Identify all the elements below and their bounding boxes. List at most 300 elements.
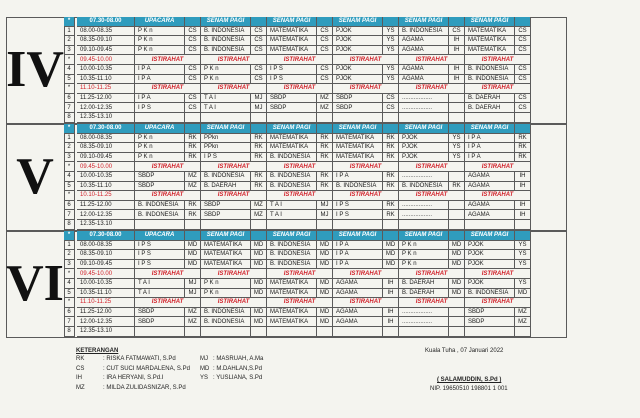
subject-cell: MATEMATIKA [201,241,251,251]
subject-cell: MATEMATIKA [267,308,317,318]
teacher-code-cell: MD [449,250,465,260]
teacher-code-cell: IH [515,210,531,220]
subject-cell: P K n [399,260,449,270]
subject-cell: P K n [135,46,185,56]
teacher-code-cell: MJ [185,279,201,289]
subject-cell: SBDP [267,103,317,113]
period-number: * [64,191,75,201]
teacher-code-cell: MZ [317,103,333,113]
teacher-code-cell: IH [449,65,465,75]
period-time: 11.10-11.25 [77,84,135,94]
teacher-code-cell [185,113,201,123]
teacher-code-cell: IH [449,36,465,46]
istirahat-break: ISTIRAHAT [267,269,333,279]
istirahat-break: ISTIRAHAT [465,84,531,94]
teacher-code-cell: CS [185,103,201,113]
subject-cell: AGAMA [333,289,383,299]
subject-cell: T A I [135,289,185,299]
subject-cell: SBDP [135,308,185,318]
period-number: 8 [64,327,75,337]
subject-cell: P K n [135,143,185,153]
legend-teacher-name: : MASRUAH, A.Ma [213,356,264,362]
teacher-code-cell: YS [383,75,399,85]
subject-cell [333,327,383,337]
header-teacher-cell [251,124,267,134]
subject-cell: AGAMA [465,182,515,192]
subject-cell: MATEMATIKA [465,27,515,37]
empty-slot: .................. [399,201,449,211]
header-teacher-cell [251,17,267,27]
subject-cell: PJOK [465,260,515,270]
teacher-code-cell [449,113,465,123]
teacher-code-cell: RK [251,172,267,182]
teacher-code-cell [515,113,531,123]
teacher-code-cell: MD [251,308,267,318]
subject-cell: MATEMATIKA [267,279,317,289]
header-upacara: UPACARA [135,124,185,134]
subject-cell: I P A [135,94,185,104]
teacher-code-cell [317,113,333,123]
teacher-code-cell: MZ [185,172,201,182]
subject-cell: SBDP [465,317,515,327]
teacher-code-cell: MZ [515,308,531,318]
empty-slot: .................. [399,103,449,113]
subject-cell: MATEMATIKA [465,36,515,46]
subject-cell: PJOK [333,46,383,56]
teacher-code-cell: RK [317,134,333,144]
subject-cell: B. INDONESIA [201,317,251,327]
teacher-code-cell: CS [515,94,531,104]
teacher-code-cell: CS [317,65,333,75]
subject-cell: MATEMATIKA [267,317,317,327]
subject-cell: AGAMA [333,317,383,327]
teacher-code-cell: CS [317,46,333,56]
teacher-code-cell: RK [383,153,399,163]
subject-cell: MATEMATIKA [267,143,317,153]
teacher-code-cell [449,172,465,182]
header-teacher-cell [515,231,531,241]
teacher-code-cell: CS [317,36,333,46]
subject-cell: PJOK [399,143,449,153]
period-time: 08.00-08.35 [77,134,135,144]
subject-cell: B. INDONESIA [465,65,515,75]
signature-nip: NIP. 19650510 198801 1 001 [430,386,508,392]
teacher-code-cell: RK [251,182,267,192]
legend-teacher-name: : YUSLIANA, S.Pd [213,375,263,381]
legend-teacher-code: CS [76,365,85,372]
teacher-code-cell: CS [515,36,531,46]
subject-cell [333,113,383,123]
subject-cell: PPkn [201,143,251,153]
subject-cell [465,113,515,123]
header-senam-pagi: SENAM PAGI [399,17,449,27]
subject-cell [399,327,449,337]
teacher-code-cell: MD [251,250,267,260]
istirahat-break: ISTIRAHAT [333,269,399,279]
period-time: 12.35-13.10 [77,220,135,230]
subject-cell: I P S [267,65,317,75]
teacher-code-cell: CS [515,103,531,113]
legend-teacher-name: : IRA HERYANI, S.Pd.I [103,375,164,381]
subject-cell: P K n [135,36,185,46]
period-time: 09.10-09.45 [77,153,135,163]
teacher-code-cell: RK [317,153,333,163]
teacher-code-cell [317,220,333,230]
subject-cell: MATEMATIKA [267,27,317,37]
teacher-code-cell [449,308,465,318]
subject-cell [201,327,251,337]
subject-cell: AGAMA [465,172,515,182]
header-senam-pagi: SENAM PAGI [333,124,383,134]
teacher-code-cell: CS [317,27,333,37]
subject-cell: PJOK [465,250,515,260]
teacher-code-cell: RK [185,153,201,163]
teacher-code-cell [185,220,201,230]
subject-cell [465,327,515,337]
teacher-code-cell: RK [317,182,333,192]
header-senam-pagi: SENAM PAGI [399,124,449,134]
teacher-code-cell: CS [185,75,201,85]
period-number: 1 [64,27,75,37]
subject-cell: P K n [201,279,251,289]
istirahat-break: ISTIRAHAT [201,269,267,279]
header-teacher-cell [515,124,531,134]
teacher-code-cell: IH [449,46,465,56]
teacher-code-cell: MD [317,317,333,327]
subject-cell: I P A [333,172,383,182]
teacher-code-cell: MD [515,289,531,299]
subject-cell: I P A [333,241,383,251]
subject-cell: PJOK [333,65,383,75]
teacher-code-cell: MZ [317,94,333,104]
subject-cell: I P S [267,75,317,85]
period-number: 1 [64,241,75,251]
teacher-code-cell [449,201,465,211]
istirahat-break: ISTIRAHAT [399,84,465,94]
period-number: 6 [64,308,75,318]
header-teacher-cell [251,231,267,241]
teacher-code-cell: CS [185,36,201,46]
period-number: 3 [64,260,75,270]
teacher-code-cell: RK [515,143,531,153]
subject-cell: AGAMA [399,65,449,75]
subject-cell: P K n [201,289,251,299]
subject-cell: B. INDONESIA [465,289,515,299]
teacher-code-cell: MJ [317,210,333,220]
period-number: 5 [64,289,75,299]
teacher-code-cell: RK [317,143,333,153]
teacher-code-cell: MD [251,317,267,327]
teacher-code-cell [251,327,267,337]
legend-title: KETERANGAN [76,348,119,354]
teacher-code-cell: YS [383,27,399,37]
teacher-code-cell: CS [251,75,267,85]
subject-cell: SBDP [201,210,251,220]
teacher-code-cell: MD [317,260,333,270]
istirahat-break: ISTIRAHAT [399,269,465,279]
istirahat-break: ISTIRAHAT [399,298,465,308]
period-time: 10.00-10.35 [77,172,135,182]
teacher-code-cell [515,327,531,337]
teacher-code-cell [383,220,399,230]
teacher-code-cell: MJ [251,103,267,113]
istirahat-break: ISTIRAHAT [399,55,465,65]
legend-teacher-code: MJ [200,356,208,362]
period-number: 4 [64,65,75,75]
teacher-code-cell: CS [449,27,465,37]
subject-cell [135,113,185,123]
empty-slot: .................. [399,308,449,318]
legend-teacher-code: YS [200,375,209,381]
subject-cell: B. INDONESIA [267,153,317,163]
period-time: 08.00-08.35 [77,241,135,251]
subject-cell: PJOK [333,27,383,37]
subject-cell: I P A [465,134,515,144]
teacher-code-cell [317,327,333,337]
subject-cell: I P S [333,210,383,220]
teacher-code-cell [251,220,267,230]
istirahat-break: ISTIRAHAT [135,55,201,65]
subject-cell [201,220,251,230]
teacher-code-cell: MD [449,260,465,270]
period-number: * [64,162,75,172]
subject-cell [267,220,317,230]
istirahat-break: ISTIRAHAT [267,84,333,94]
teacher-code-cell: RK [383,143,399,153]
period-number: 5 [64,75,75,85]
legend-teacher-name: : M.DAHLAN,S.Pd [213,365,263,372]
subject-cell: AGAMA [399,46,449,56]
istirahat-break: ISTIRAHAT [465,269,531,279]
teacher-code-cell: YS [515,279,531,289]
teacher-code-cell [449,317,465,327]
period-number: 7 [64,317,75,327]
subject-cell: MATEMATIKA [267,46,317,56]
teacher-code-cell: MD [317,289,333,299]
subject-cell: MATEMATIKA [201,260,251,270]
subject-cell: AGAMA [333,308,383,318]
teacher-code-cell: MD [185,250,201,260]
period-time: 10.35-11.10 [77,182,135,192]
legend-teacher-code: MZ [76,384,85,391]
istirahat-break: ISTIRAHAT [267,298,333,308]
subject-cell: P K n [399,241,449,251]
subject-cell: B. INDONESIA [267,241,317,251]
period-number: 4 [64,172,75,182]
istirahat-break: ISTIRAHAT [201,84,267,94]
subject-cell: I P A [333,250,383,260]
subject-cell: B. INDONESIA [201,27,251,37]
teacher-code-cell: MJ [317,201,333,211]
teacher-code-cell: MD [185,260,201,270]
header-teacher-cell [317,231,333,241]
subject-cell: AGAMA [465,201,515,211]
subject-cell: SBDP [333,103,383,113]
istirahat-break: ISTIRAHAT [135,191,201,201]
period-number: * [64,269,75,279]
period-time: 12.35-13.10 [77,327,135,337]
teacher-code-cell: IH [383,279,399,289]
subject-cell: SBDP [333,94,383,104]
subject-cell: B. INDONESIA [201,46,251,56]
teacher-code-cell: YS [515,250,531,260]
legend-teacher-name: : RISKA FATMAWATI, S.Pd [103,356,176,362]
period-time: 09.45-10.00 [77,269,135,279]
header-marker: * [64,231,75,241]
teacher-code-cell: MD [317,308,333,318]
teacher-code-cell: CS [251,65,267,75]
istirahat-break: ISTIRAHAT [201,191,267,201]
teacher-code-cell: MZ [185,317,201,327]
istirahat-break: ISTIRAHAT [135,162,201,172]
teacher-code-cell: CS [251,46,267,56]
teacher-code-cell: RK [515,153,531,163]
teacher-code-cell: MZ [515,317,531,327]
istirahat-break: ISTIRAHAT [135,269,201,279]
header-teacher-cell [383,124,399,134]
teacher-code-cell: RK [317,172,333,182]
teacher-code-cell: CS [515,75,531,85]
subject-cell: PPkn [201,134,251,144]
istirahat-break: ISTIRAHAT [201,55,267,65]
subject-cell [135,327,185,337]
subject-cell: T A I [135,279,185,289]
subject-cell: I P A [333,260,383,270]
signature-name: ( SALAMUDDIN, S.Pd ) [437,377,502,383]
teacher-code-cell [383,113,399,123]
istirahat-break: ISTIRAHAT [135,84,201,94]
istirahat-break: ISTIRAHAT [333,84,399,94]
teacher-code-cell: CS [185,65,201,75]
teacher-code-cell: RK [185,210,201,220]
empty-slot: .................. [399,317,449,327]
subject-cell: PJOK [465,241,515,251]
teacher-code-cell: IH [383,289,399,299]
teacher-code-cell: MD [251,260,267,270]
period-number: 8 [64,220,75,230]
header-upacara: UPACARA [135,231,185,241]
header-senam-pagi: SENAM PAGI [267,17,317,27]
subject-cell [465,220,515,230]
header-senam-pagi: SENAM PAGI [201,231,251,241]
grade-roman-numeral: IV [6,17,65,123]
period-number: * [64,298,75,308]
period-time: 09.10-09.45 [77,260,135,270]
istirahat-break: ISTIRAHAT [135,298,201,308]
teacher-code-cell: MD [317,279,333,289]
subject-cell: T A I [201,94,251,104]
period-time: 10.00-10.35 [77,279,135,289]
teacher-code-cell: MD [449,289,465,299]
empty-slot: .................. [399,172,449,182]
teacher-code-cell: YS [449,143,465,153]
period-number: 2 [64,250,75,260]
subject-cell: I P S [201,153,251,163]
header-teacher-cell [317,17,333,27]
period-number: 3 [64,46,75,56]
subject-cell: SBDP [201,201,251,211]
teacher-code-cell [449,327,465,337]
legend-teacher-name: : CUT SUCI MARDALENA, S.Pd [103,365,190,372]
teacher-code-cell: RK [383,134,399,144]
teacher-code-cell: CS [185,94,201,104]
period-number: 6 [64,94,75,104]
subject-cell [399,113,449,123]
subject-cell: I P S [135,103,185,113]
subject-cell: B. DAERAH [465,103,515,113]
teacher-code-cell: MD [383,260,399,270]
header-teacher-cell [185,231,201,241]
teacher-code-cell: RK [185,201,201,211]
subject-cell: SBDP [135,317,185,327]
period-time: 09.45-10.00 [77,55,135,65]
teacher-code-cell: MD [185,241,201,251]
period-time: 08.35-09.10 [77,143,135,153]
header-time: 07.30-08.00 [77,231,135,241]
istirahat-break: ISTIRAHAT [267,191,333,201]
period-number: 4 [64,279,75,289]
teacher-code-cell: CS [185,46,201,56]
teacher-code-cell: MZ [185,308,201,318]
period-time: 12.00-12.35 [77,317,135,327]
subject-cell: T A I [267,210,317,220]
teacher-code-cell: RK [251,153,267,163]
subject-cell: I P S [135,260,185,270]
period-time: 11.10-11.25 [77,298,135,308]
teacher-code-cell [449,220,465,230]
subject-cell: MATEMATIKA [267,134,317,144]
subject-cell: AGAMA [465,210,515,220]
subject-cell: P K n [135,27,185,37]
subject-cell: PJOK [333,36,383,46]
subject-cell: SBDP [135,172,185,182]
header-senam-pagi: SENAM PAGI [465,124,515,134]
empty-slot: .................. [399,94,449,104]
teacher-code-cell: MD [383,250,399,260]
subject-cell: MATEMATIKA [333,153,383,163]
subject-cell: B. INDONESIA [201,36,251,46]
teacher-code-cell: YS [515,241,531,251]
subject-cell [267,327,317,337]
teacher-code-cell: MJ [185,289,201,299]
header-teacher-cell [383,17,399,27]
teacher-code-cell: CS [383,94,399,104]
header-teacher-cell [317,124,333,134]
period-number: 2 [64,36,75,46]
teacher-code-cell: CS [515,65,531,75]
period-number: * [64,84,75,94]
subject-cell: I P A [135,75,185,85]
teacher-code-cell: IH [515,201,531,211]
subject-cell: I P A [465,153,515,163]
header-teacher-cell [383,231,399,241]
istirahat-break: ISTIRAHAT [333,55,399,65]
teacher-code-cell: IH [515,182,531,192]
teacher-code-cell: MD [317,241,333,251]
subject-cell: PJOK [399,153,449,163]
istirahat-break: ISTIRAHAT [201,298,267,308]
subject-cell: PJOK [399,134,449,144]
teacher-code-cell: RK [251,143,267,153]
legend-teacher-name: : MILDA ZULIDASNIZAR, S.Pd [103,384,186,391]
istirahat-break: ISTIRAHAT [465,55,531,65]
subject-cell: P K n [399,250,449,260]
subject-cell: B. INDONESIA [465,75,515,85]
header-teacher-cell [515,17,531,27]
header-senam-pagi: SENAM PAGI [267,231,317,241]
istirahat-break: ISTIRAHAT [465,162,531,172]
istirahat-break: ISTIRAHAT [465,191,531,201]
